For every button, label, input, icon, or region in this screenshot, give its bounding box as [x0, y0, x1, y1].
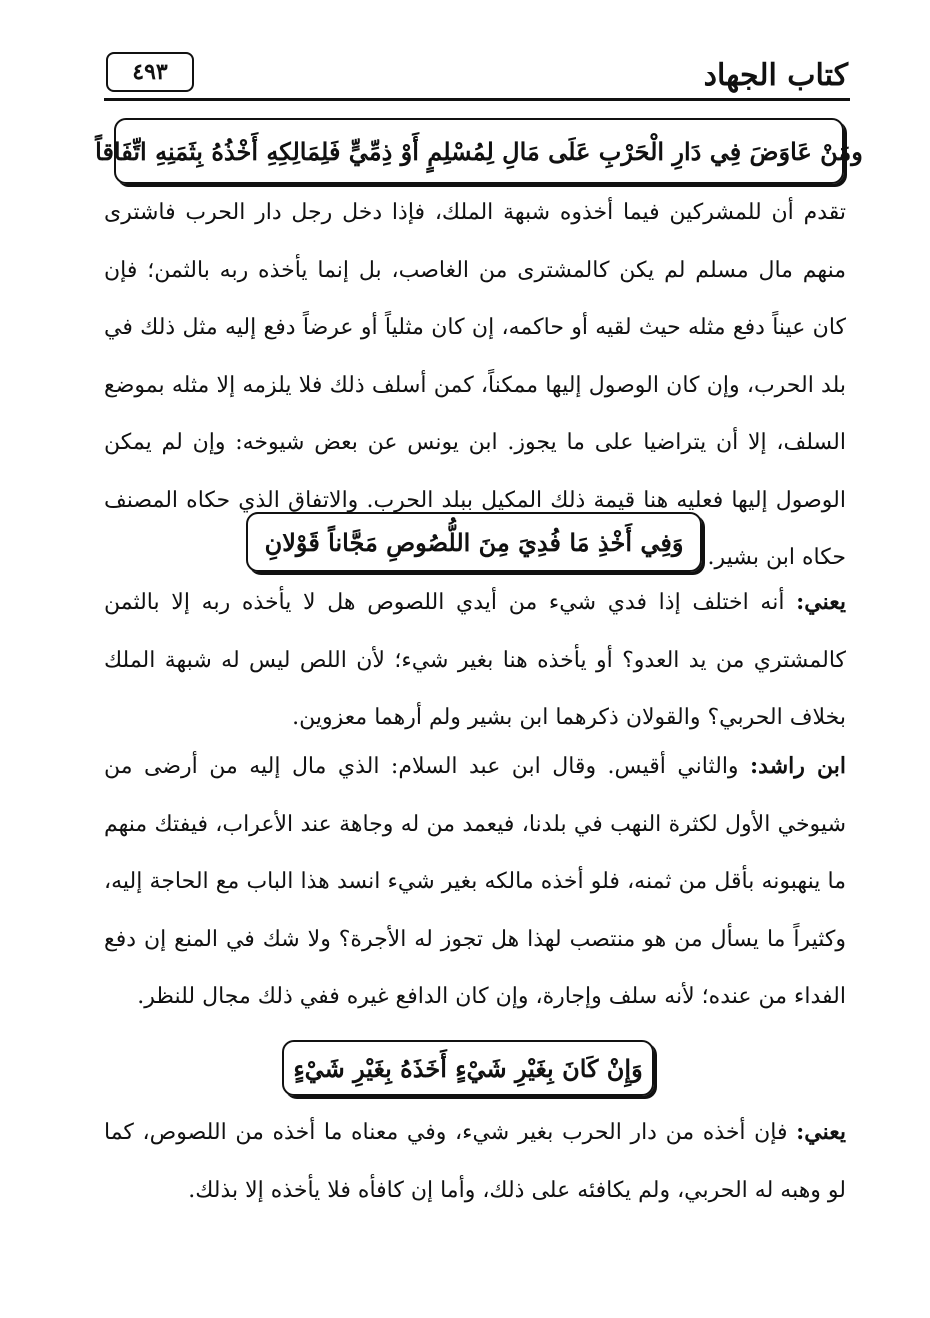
commentary-text: والثاني أقيس. وقال ابن عبد السلام: الذي مال إليه من أرضى من شيوخي الأول لكثرة النهب في بلدنا، فيعمد من له وجاهة عند الأعراب، فيفتك منهم ما ينهبونه بأقل من ثمنه، فلو أخذه مالكه بغير شيء انسد هذا الباب مع الحاجة إليه، وكثيراً ما يسأل من هو منتصب لهذا هل تجوز له الأجرة؟ ولا شك في المنع إن دفع الفداء من عنده؛ لأنه سلف وإجارة، وإن كان الدافع غيره ففي ذلك مجال للنظر. [104, 754, 846, 1009]
commentary-text: أنه اختلف إذا فدي شيء من أيدي اللصوص هل لا يأخذه ربه إلا بالثمن كالمشتري من يد العدو؟ أو يأخذه هنا بغير شيء؛ لأن اللص ليس له شبهة الملك بخلاف الحربي؟ والقولان ذكرهما ابن بشير ولم أرهما معزوين. [104, 590, 846, 730]
commentary-lead: ابن راشد: [750, 753, 846, 779]
commentary-paragraph [104, 738, 846, 1026]
commentary-paragraph [104, 1104, 846, 1219]
header-divider [104, 98, 850, 101]
commentary-lead: يعني: [796, 589, 846, 615]
commentary-paragraph [104, 574, 846, 747]
matn-text-box-2: وَفِي أَخْذِ مَا فُدِيَ مِنَ اللُّصُوصِ مَجَّاناً قَوْلانِ [246, 512, 702, 572]
commentary-lead: يعني: [796, 1119, 846, 1145]
running-header-title: كتاب الجهاد [703, 58, 848, 93]
commentary-text: تقدم أن للمشركين فيما أخذوه شبهة الملك، فإذا دخل رجل دار الحرب فاشترى منهم مال مسلم لم يكن كالمشترى من الغاصب، بل إنما يأخذه ربه بالثمن؛ فإن كان عيناً دفع مثله حيث لقيه أو حاكمه، إن كان مثلياً أو عرضاً دفع إليه مثل ذلك في بلد الحرب، وإن كان الوصول إليها ممكناً، كمن أسلف ذلك فلا يلزمه إلا مثله بموضع السلف، إلا أن يتراضيا على ما يجوز. ابن يونس عن بعض شيوخه: وإن لم يمكن الوصول إليها فعليه هنا قيمة ذلك المكيل ببلد الحرب. والاتفاق الذي حكاه المصنف حكاه ابن بشير. [104, 200, 846, 570]
commentary-text: فإن أخذه من دار الحرب بغير شيء، وفي معناه ما أخذه من اللصوص، كما لو وهبه له الحربي، ولم يكافئه على ذلك، وأما إن كافأه فلا يأخذه إلا بذلك. [104, 1120, 846, 1203]
matn-text-box-3: وَإِنْ كَانَ بِغَيْرِ شَيْءٍ أَخَذَهُ بِغَيْرِ شَيْءٍ [282, 1040, 654, 1096]
matn-text-box-1: ومَنْ عَاوَضَ فِي دَارِ الْحَرْبِ عَلَى مَالِ لِمُسْلِمٍ أَوْ ذِمِّيٍّ فَلِمَالِكِهِ أَخْذُهُ بِثَمَنِهِ اتِّفَاقاً [114, 118, 844, 184]
page-number: ٤٩٣ [106, 52, 194, 92]
